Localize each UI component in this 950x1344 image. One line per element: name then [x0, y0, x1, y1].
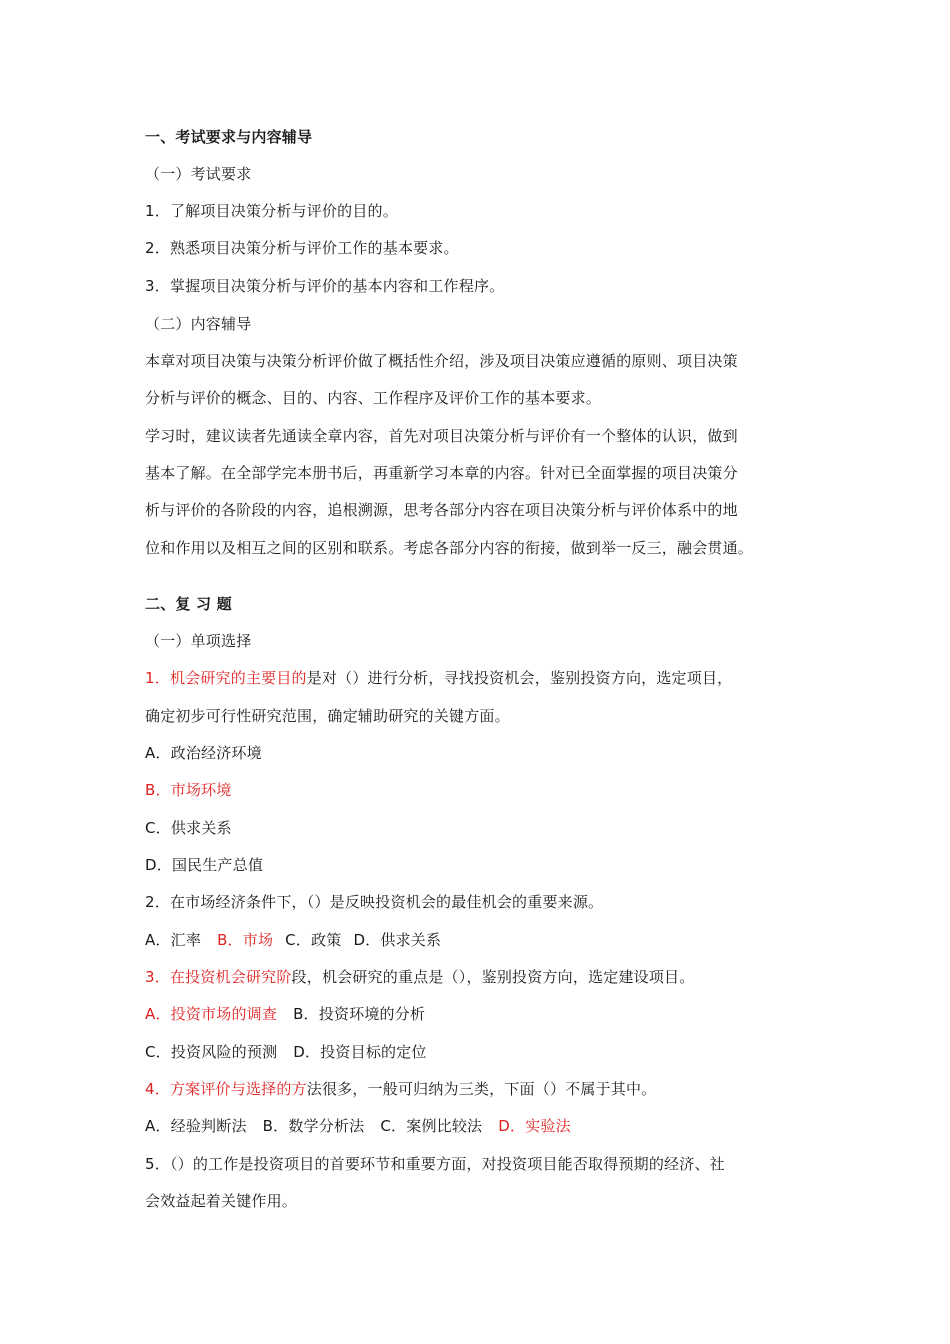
question-4-highlight: 4．方案评价与选择的方 [145, 1080, 307, 1098]
question-1-option-c: C．供求关系 [145, 819, 232, 837]
paragraph-2-line-3: 析与评价的各阶段的内容，追根溯源，思考各部分内容在项目决策分析与评价体系中的地 [145, 501, 738, 519]
paragraph-1-line-1: 本章对项目决策与决策分析评价做了概括性介绍，涉及项目决策应遵循的原则、项目决策 [145, 352, 738, 370]
paragraph-2-line-1: 学习时，建议读者先通读全章内容，首先对项目决策分析与评价有一个整体的认识，做到 [145, 427, 738, 445]
question-1-highlight: 1．机会研究的主要目的 [145, 669, 307, 687]
question-3-option-a: A．投资市场的调查 [145, 1005, 278, 1023]
question-3-text: 段，机会研究的重点是（），鉴别投资方向，选定建设项目。 [291, 968, 695, 986]
subsection-single-choice: （一）单项选择 [145, 632, 252, 650]
subsection-exam-requirements: （一）考试要求 [145, 165, 252, 183]
question-3-options-ab [145, 1004, 425, 1024]
question-4-option-c: C．案例比较法 [380, 1117, 483, 1135]
paragraph-2-line-4: 位和作用以及相互之间的区别和联系。考虑各部分内容的衔接，做到举一反三，融会贯通。 [145, 539, 754, 557]
question-1-option-b: B．市场环境 [145, 781, 232, 799]
section-1-title: 一、考试要求与内容辅导 [145, 128, 313, 146]
question-2-option-b: B．市场 [217, 931, 274, 949]
question-3-highlight: 3．在投资机会研究阶 [145, 968, 292, 986]
question-2-options [145, 930, 441, 950]
question-1-line-1 [145, 668, 732, 688]
question-4-option-b: B．数学分析法 [262, 1117, 365, 1135]
section-2-title: 二、复 习 题 [145, 595, 232, 613]
question-3-option-d: D．投资目标的定位 [293, 1043, 427, 1061]
question-3 [145, 967, 694, 987]
question-2-option-d: D．供求关系 [353, 931, 442, 949]
question-3-option-b: B．投资环境的分析 [293, 1005, 426, 1023]
question-1-option-d: D．国民生产总值 [145, 856, 264, 874]
question-2-option-a: A．汇率 [145, 931, 202, 949]
question-5-line-2: 会效益起着关键作用。 [145, 1192, 298, 1210]
question-5-line-1: 5．（）的工作是投资项目的首要环节和重要方面，对投资项目能否取得预期的经济、社 [145, 1155, 725, 1173]
question-2: 2．在市场经济条件下，（）是反映投资机会的最佳机会的重要来源。 [145, 893, 604, 911]
requirement-3: 3．掌握项目决策分析与评价的基本内容和工作程序。 [145, 277, 505, 295]
question-3-option-c: C．投资风险的预测 [145, 1043, 278, 1061]
question-4-text: 法很多，一般可归纳为三类，下面（）不属于其中。 [306, 1080, 657, 1098]
question-2-option-c: C．政策 [285, 931, 342, 949]
paragraph-1-line-2: 分析与评价的概念、目的、内容、工作程序及评价工作的基本要求。 [145, 389, 602, 407]
question-4-option-a: A．经验判断法 [145, 1117, 247, 1135]
question-4 [145, 1079, 656, 1099]
question-4-options [145, 1116, 571, 1136]
question-1-text: 是对（）进行分析，寻找投资机会，鉴别投资方向，选定项目， [306, 669, 733, 687]
requirement-2: 2．熟悉项目决策分析与评价工作的基本要求。 [145, 239, 459, 257]
subsection-content-guide: （二）内容辅导 [145, 315, 252, 333]
question-4-option-d: D．实验法 [498, 1117, 571, 1135]
question-3-options-cd [145, 1042, 427, 1062]
question-1-option-a: A．政治经济环境 [145, 744, 262, 762]
question-1-line-2: 确定初步可行性研究范围，确定辅助研究的关键方面。 [145, 707, 510, 725]
requirement-1: 1．了解项目决策分析与评价的目的。 [145, 202, 398, 220]
paragraph-2-line-2: 基本了解。在全部学完本册书后，再重新学习本章的内容。针对已全面掌握的项目决策分 [145, 464, 738, 482]
